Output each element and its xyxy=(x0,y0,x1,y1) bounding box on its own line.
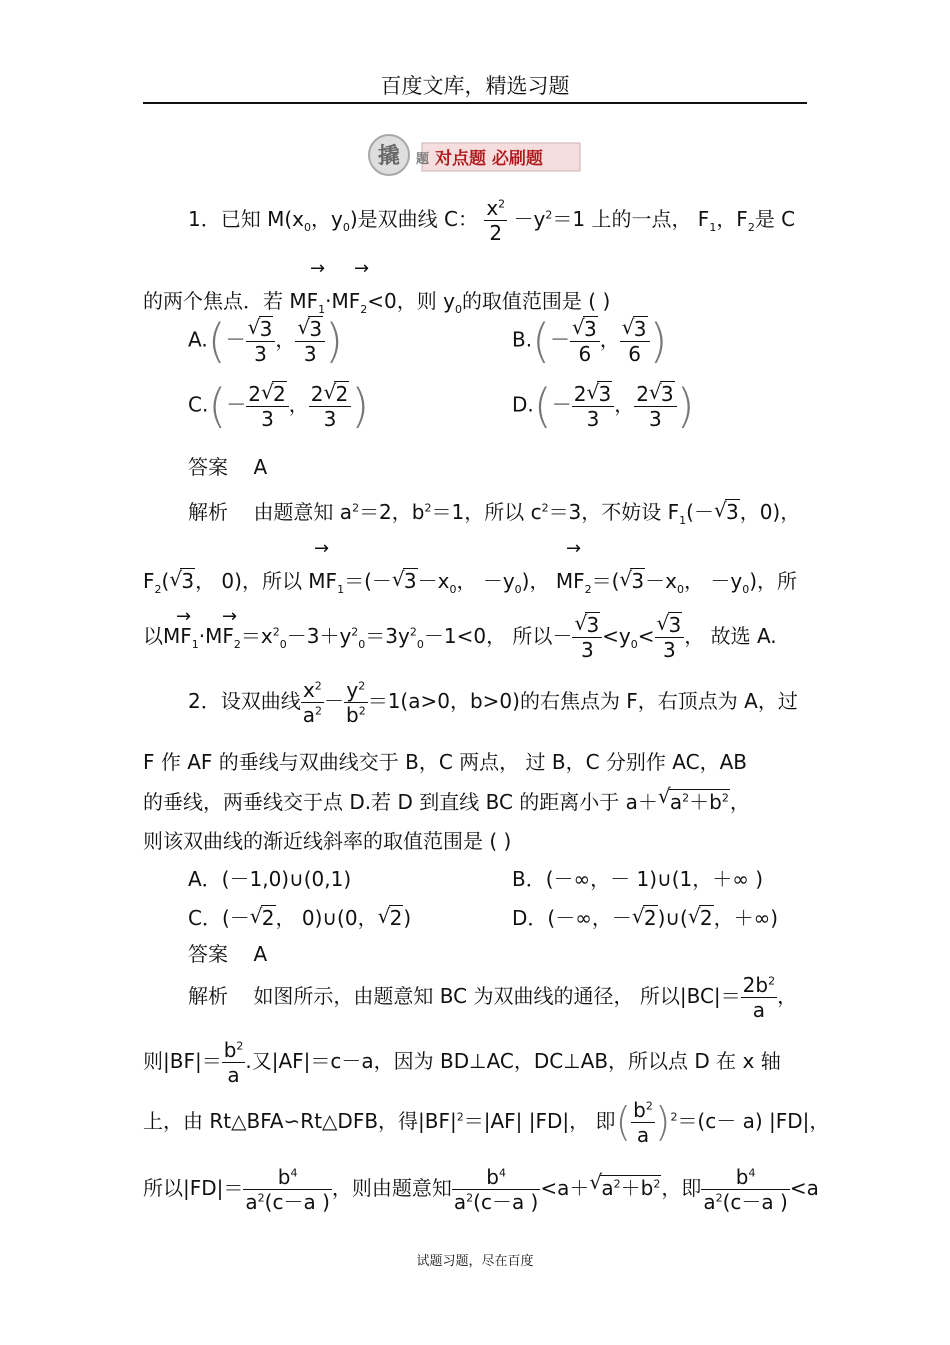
q2-answer: 答案 A xyxy=(188,942,268,966)
q1-option-b[interactable]: B.(－ √ $\frac{3}{6}$ ， √ $\frac{3}{6}$ ) xyxy=(512,318,667,364)
q2-option-a[interactable]: A．(－1,0)∪(0,1) xyxy=(188,867,352,891)
q1-answer: 答案 A xyxy=(188,455,268,479)
banner-badge: 撬 xyxy=(377,143,401,169)
q2-option-b[interactable]: B．(－∞，－ 1)∪(1，＋∞ ) xyxy=(512,867,764,891)
vector-arrow-mf1: → xyxy=(310,258,326,279)
q2-line-1: 2．设双曲线 $\frac{x^2}{a^2}$ － $\frac{y^2}{b^2}$ ＝1(a>0，b>0)的右焦点为 F，右顶点为 A，过 xyxy=(188,678,798,727)
q1-option-c[interactable]: C.(－ $\frac{2√ 2}{3}$ ， $\frac{2√ 2}{3}$ ) xyxy=(188,383,369,429)
banner-label: 对点题 必刷题 xyxy=(435,149,543,169)
q2-analysis-line-1: 解析 如图所示，由题意知 BC 为双曲线的通径， 所以|BC|＝ $\frac{2b^2}{a}$ ， xyxy=(188,973,798,1022)
header-rule xyxy=(143,102,807,104)
q2-line-4: 则该双曲线的渐近线斜率的取值范围是 ( ) xyxy=(143,829,512,853)
page-header-title: 百度文库，精选习题 xyxy=(380,74,570,98)
q1-line-2: 的两个焦点．若 $MF_1\cdot MF_2<0$，则 $y_0$的取值范围是 ( ) xyxy=(143,289,611,316)
q1-analysis-line-3: 以$MF_1\cdot MF_2=x^2_0-3+y^2_0=3y^2_0-1<0$， 所以－ √ $\frac{3}{3}$ $<y_0<$ √ $\frac{3}{3}$ ， 故选 A. xyxy=(143,615,777,660)
q2-analysis-line-4: 所以|FD|＝ $\frac{b^4}{a^2(c-a )}$ ，则由题意知 $\frac{b^4}{a^2(c-a )}$ <a＋√ $a^2+b^2$，即 $\frac{b^4}{a^2(c-a )}$ <a xyxy=(143,1167,819,1212)
q1-analysis-line-2: $F_2(√$ 3， 0)，所以 $MF_1=(-√$ $3-x_0$， $-y_0$)， $MF_2=(√$ $3-x_0$， $-y_0$)，所 xyxy=(143,565,797,596)
q2-analysis-line-2: 则|BF|＝ $\frac{b^2}{a}$ .又|AF|＝c－a，因为 BD⊥AC，DC⊥AB，所以点 D 在 x 轴 xyxy=(143,1038,781,1087)
q2-line-3: 的垂线，两垂线交于点 D.若 D 到直线 BC 的距离小于 a＋√ $a^2+b^2$， xyxy=(143,786,750,815)
vector-arrow-mf2: → xyxy=(354,258,370,279)
q1-frac-x2-over-2: $\frac{x^2}{2}$ xyxy=(486,196,506,245)
page-footer: 试题习题，尽在百度 xyxy=(416,1254,534,1269)
vector-arrow-an3-mf1: → xyxy=(176,606,192,627)
q1-line-1: 1．已知 $M(x_0$，$y_0$)是双曲线 C： $\frac{x^2}{2}$ $-y^2=1$ 上的一点， $F_1$，$F_2$是 C xyxy=(188,196,796,245)
q1-option-d[interactable]: D.(－ $\frac{2√ 3}{3}$ ， $\frac{2√ 3}{3}$ ) xyxy=(512,383,695,429)
q2-analysis-line-3: 上，由 Rt△BFA∽Rt△DFB，得$|BF|^2=|AF|$ |FD|， 即( $\frac{b^2}{a}$ )$^2$＝(c－ a) |FD|， xyxy=(143,1098,830,1147)
q2-line-2: F 作 AF 的垂线与双曲线交于 B，C 两点， 过 B，C 分别作 AC，AB xyxy=(143,750,747,774)
q1-analysis-line-1: 解析 由题意知 $a^2=2$，$b^2=1$，所以 $c^2=3$，不妨设 $F_1(-√$ 3，0)， xyxy=(188,496,800,527)
banner-badge-sub: 题 xyxy=(416,152,430,167)
section-banner xyxy=(367,133,583,177)
q2-option-c[interactable]: C．(－√ 2， 0)∪(0，√ 2) xyxy=(188,902,411,931)
q2-option-d[interactable]: D．(－∞，－√ 2)∪(√ 2，＋∞) xyxy=(512,902,778,931)
vector-arrow-an-mf2: → xyxy=(566,538,582,559)
vector-arrow-an-mf1: → xyxy=(314,538,330,559)
vector-arrow-an3-mf2: → xyxy=(222,606,238,627)
q1-option-a[interactable]: A.(－ √ $\frac{3}{3}$ ， √ $\frac{3}{3}$ ) xyxy=(188,318,343,364)
